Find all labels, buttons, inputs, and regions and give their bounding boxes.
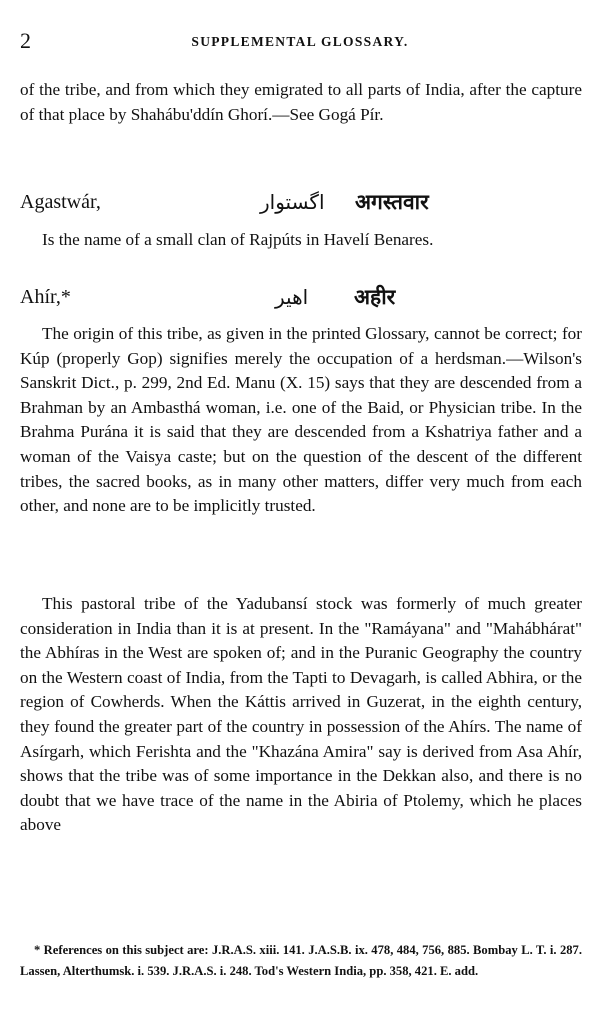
entry-paragraph: Is the name of a small clan of Rajpúts in Havelí Benares.: [42, 230, 434, 249]
running-title: SUPPLEMENTAL GLOSSARY.: [191, 34, 409, 49]
entry-heading-ahir: [20, 283, 580, 313]
headword: Ahír,*: [20, 286, 71, 308]
headword-hindi: अहीर: [354, 285, 396, 309]
headword: Agastwár,: [20, 191, 101, 213]
running-header: [20, 30, 580, 54]
footnote: [20, 940, 582, 982]
entry-paragraph: This pastoral tribe of the Yadubansí stock was formerly of much greater consideration in India than it is at present. In the "Ramáyana" and "Mahábhárat" the Abhíras in the West are spoken of; and in the Puranic Geography the country on the Western coast of India, from the Tapti to Devagarh, is called Abhira, or the region of Cowherds. When the Káttis arrived in Guzerat, in the eighth century, they found the greater part of the country in possession of the Ahírs. The name of Asírgarh, which Ferishta and the "Khazána Amira" say is derived from Asa Ahír, shows that the tribe was of some importance in the Dekkan also, and there is no doubt that we have trace of the name in the Abiria of Ptolemy, which he places above: [20, 594, 582, 835]
footnote-text: * References on this subject are: J.R.A.S. xiii. 141. J.A.S.B. ix. 478, 484, 756, 885. Bombay L. T. i. 287. Lassen, Alterthumsk. i. 539. J.R.A.S. i. 248. Tod's Western India, pp. 358, 421. E. add.: [20, 943, 582, 978]
headword-persian: اگستوار: [260, 190, 325, 214]
entry-paragraph: The origin of this tribe, as given in the printed Glossary, cannot be correct; for Kúp (properly Gop) signifies merely the occupation of a herdsman.—Wilson's Sanskrit Dict., p. 299, 2nd Ed. Manu (X. 15) says that they are descended from a Brahman by an Ambasthá woman, i.e. one of the Baid, or Physician tribe. In the Brahma Purána it is said that they are descended from a Kshatriya father and a woman of the Vaisya caste; but on the question of the descent of the different tribes, the sacred books, as in many other matters, differ very much from each other, and none are to be implicitly trusted.: [20, 324, 582, 516]
headword-hindi: अगस्तवार: [355, 190, 429, 214]
headword-persian: اهیر: [275, 285, 309, 309]
continuation-paragraph: of the tribe, and from which they emigrated to all parts of India, after the capture of that place by Shahábu'ddín Ghorí.—See Gogá Pír.: [20, 80, 582, 124]
entry-heading-agastwar: [20, 188, 580, 218]
page-number: 2: [20, 28, 31, 53]
